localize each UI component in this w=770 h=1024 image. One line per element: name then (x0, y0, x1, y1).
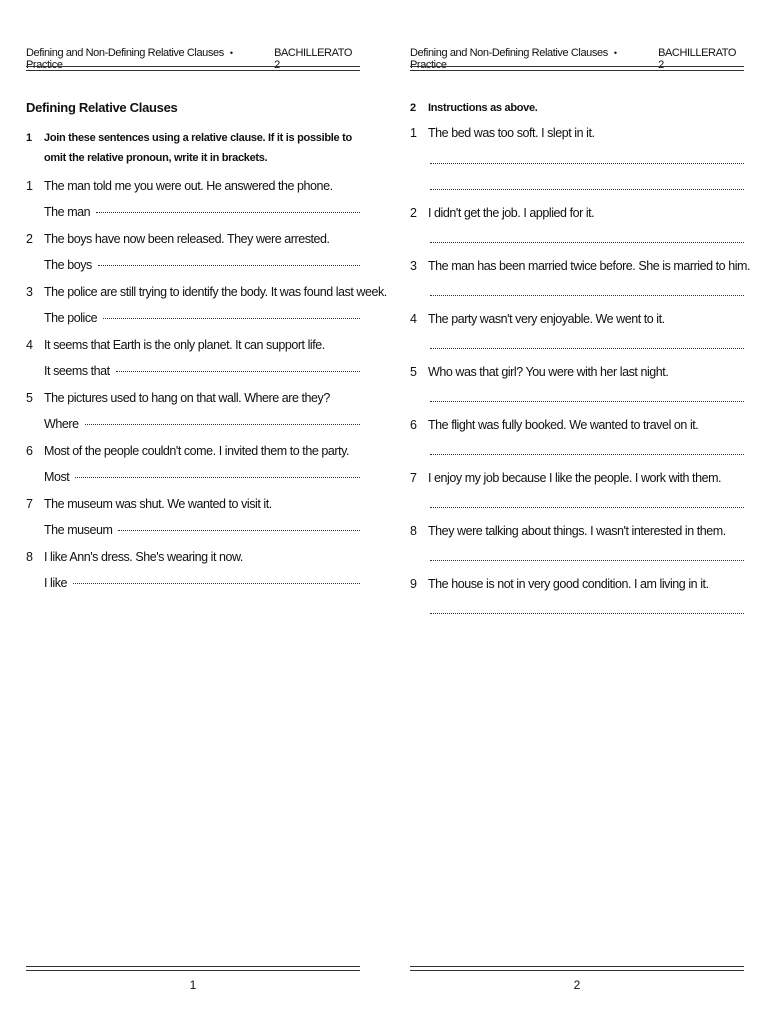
answer-lead: The man (44, 205, 91, 219)
question-number: 8 (410, 524, 417, 538)
question-item (410, 521, 744, 541)
answer-blank[interactable] (98, 253, 360, 266)
answer-line[interactable] (44, 361, 360, 381)
page-number: 2 (573, 978, 581, 992)
question-number: 9 (410, 577, 417, 591)
answer-line[interactable] (44, 520, 360, 540)
exercise-number: 1 (26, 132, 32, 144)
instruction-text: Instructions as above. (428, 102, 538, 114)
question-sentence: I didn't get the job. I applied for it. (428, 206, 595, 220)
question-sentence: The man told me you were out. He answered the phone. (44, 179, 333, 193)
header-title: Defining and Non-Defining Relative Clauses (410, 47, 608, 59)
question-item (26, 441, 360, 461)
question-number: 4 (410, 312, 417, 326)
question-sentence: The police are still trying to identify the body. It was found last week. (44, 285, 387, 299)
answer-line[interactable] (44, 255, 360, 275)
answer-blank[interactable] (73, 571, 360, 584)
question-sentence: They were talking about things. I wasn't interested in them. (428, 524, 726, 538)
exercise-1-instruction (26, 128, 360, 168)
header-level: BACHILLERATO 2 (658, 47, 736, 71)
question-number: 7 (26, 497, 33, 511)
question-number: 3 (26, 285, 33, 299)
question-item (26, 494, 360, 514)
question-item (410, 415, 744, 435)
answer-blank[interactable] (96, 200, 360, 213)
question-sentence: Most of the people couldn't come. I invited them to the party. (44, 444, 349, 458)
question-sentence: The house is not in very good condition. I am living in it. (428, 577, 709, 591)
question-sentence: The bed was too soft. I slept in it. (428, 126, 595, 140)
question-item (26, 335, 360, 355)
answer-blank[interactable] (118, 518, 360, 531)
question-item (26, 388, 360, 408)
answer-lead: Where (44, 417, 79, 431)
header-rule (410, 66, 744, 71)
answer-lead: The boys (44, 258, 92, 272)
question-sentence: I like Ann's dress. She's wearing it now. (44, 550, 243, 564)
answer-lead: The police (44, 311, 98, 325)
question-number: 6 (410, 418, 417, 432)
question-sentence: It seems that Earth is the only planet. It can support life. (44, 338, 325, 352)
answer-blank[interactable] (75, 465, 360, 478)
question-number: 6 (26, 444, 33, 458)
worksheet-page-2 (410, 0, 751, 1024)
header-subtitle: Practice (410, 59, 447, 71)
answer-blank[interactable] (430, 188, 744, 190)
question-sentence: The flight was fully booked. We wanted to travel on it. (428, 418, 699, 432)
footer-rule (410, 966, 744, 971)
question-number: 5 (26, 391, 33, 405)
question-item (410, 203, 744, 223)
answer-blank[interactable] (103, 306, 360, 319)
question-sentence: The museum was shut. We wanted to visit it. (44, 497, 272, 511)
header-subtitle: Practice (26, 59, 63, 71)
answer-blank[interactable] (430, 241, 744, 243)
answer-blank[interactable] (85, 412, 360, 425)
question-number: 5 (410, 365, 417, 379)
instruction-text: Join these sentences using a relative clause. If it is possible to omit the relative pronoun, write it in brackets. (44, 132, 352, 164)
answer-line[interactable] (44, 202, 360, 222)
exercise-number: 2 (410, 102, 416, 114)
answer-lead: I like (44, 576, 68, 590)
question-number: 1 (26, 179, 33, 193)
question-sentence: The man has been married twice before. She is married to him. (428, 259, 751, 273)
question-item (410, 574, 744, 594)
answer-blank[interactable] (430, 294, 744, 296)
question-number: 2 (26, 232, 33, 246)
answer-line[interactable] (44, 573, 360, 593)
question-item (26, 547, 360, 567)
question-item (410, 362, 744, 382)
header-level: BACHILLERATO 2 (274, 47, 352, 71)
answer-blank[interactable] (430, 400, 744, 402)
question-number: 1 (410, 126, 417, 140)
answer-blank[interactable] (430, 559, 744, 561)
question-sentence: I enjoy my job because I like the people. I work with them. (428, 471, 722, 485)
question-number: 7 (410, 471, 417, 485)
answer-line[interactable] (44, 308, 360, 328)
question-number: 2 (410, 206, 417, 220)
header-rule (26, 66, 360, 71)
question-item (26, 282, 387, 302)
question-item (26, 229, 360, 249)
worksheet-page-1 (26, 0, 387, 1024)
answer-blank[interactable] (430, 612, 744, 614)
answer-lead: It seems that (44, 364, 110, 378)
question-sentence: Who was that girl? You were with her last night. (428, 365, 669, 379)
question-item (410, 256, 751, 276)
answer-lead: Most (44, 470, 70, 484)
question-item (410, 123, 744, 143)
answer-lead: The museum (44, 523, 113, 537)
question-item (26, 176, 360, 196)
question-sentence: The party wasn't very enjoyable. We went to it. (428, 312, 665, 326)
answer-blank[interactable] (116, 359, 360, 372)
footer-rule (26, 966, 360, 971)
section-title: Defining Relative Clauses (26, 100, 178, 115)
question-number: 4 (26, 338, 33, 352)
question-sentence: The boys have now been released. They were arrested. (44, 232, 330, 246)
header-title: Defining and Non-Defining Relative Clauses (26, 47, 224, 59)
question-item (410, 309, 744, 329)
question-sentence: The pictures used to hang on that wall. Where are they? (44, 391, 330, 405)
answer-blank[interactable] (430, 453, 744, 455)
question-number: 8 (26, 550, 33, 564)
page-number: 1 (189, 978, 197, 992)
header-bullet: • (613, 48, 617, 58)
answer-line[interactable] (44, 467, 360, 487)
header-bullet: • (229, 48, 233, 58)
question-number: 3 (410, 259, 417, 273)
answer-blank[interactable] (430, 162, 744, 164)
exercise-2-instruction (410, 98, 744, 118)
answer-blank[interactable] (430, 347, 744, 349)
answer-line[interactable] (44, 414, 360, 434)
question-item (410, 468, 744, 488)
answer-blank[interactable] (430, 506, 744, 508)
